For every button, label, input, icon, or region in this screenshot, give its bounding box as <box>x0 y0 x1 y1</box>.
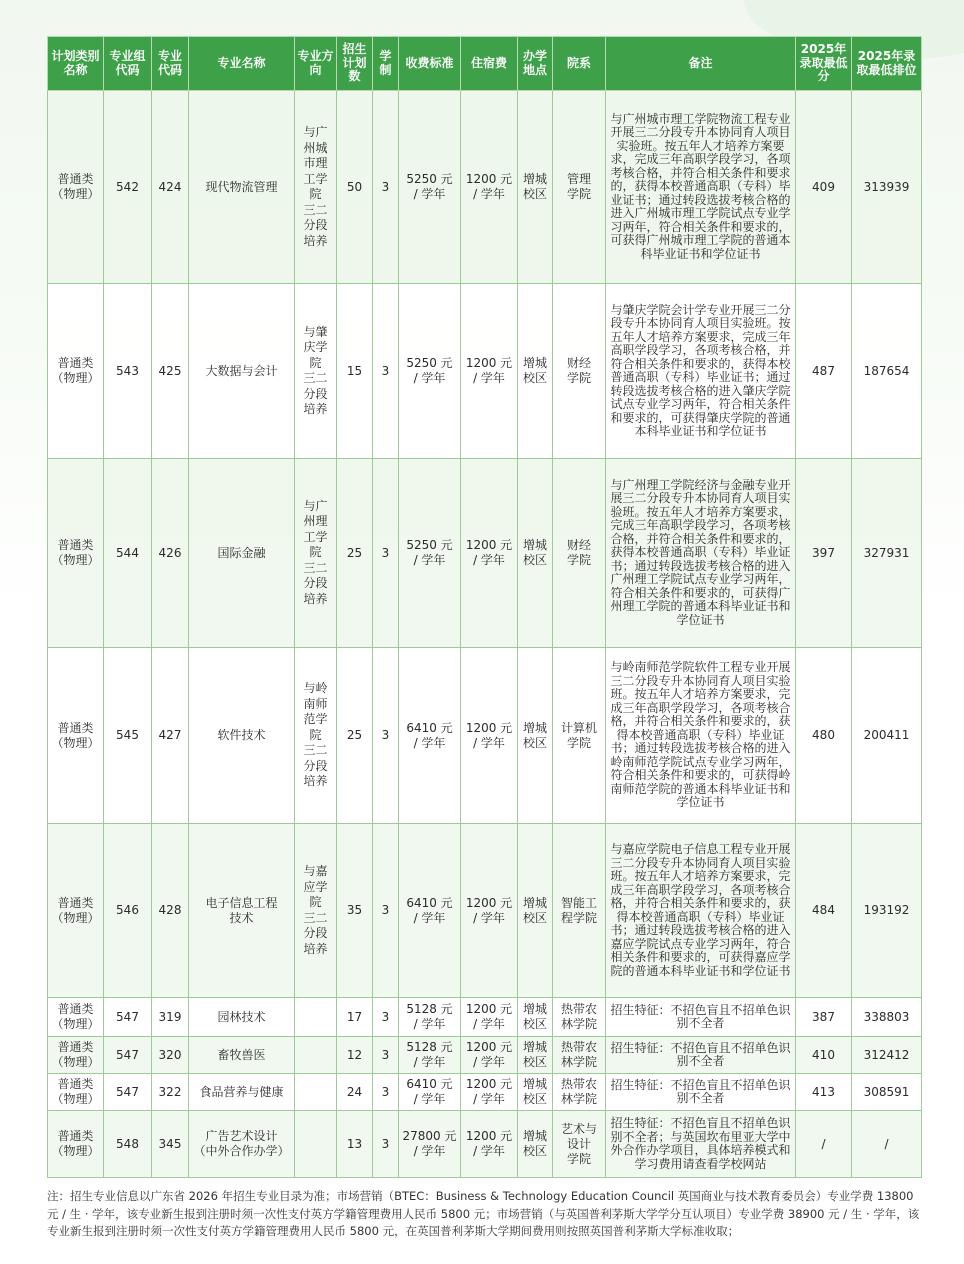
major-name-cell-text: 大数据与会计 <box>205 363 278 378</box>
category-cell <box>48 824 104 998</box>
min-rank-cell-text: / <box>884 1136 889 1151</box>
campus-cell <box>518 824 553 998</box>
direction-cell <box>295 1111 337 1178</box>
table-row <box>48 284 922 459</box>
min-score-cell <box>796 1037 852 1074</box>
direction-cell <box>295 284 337 459</box>
min-rank-cell <box>852 824 922 998</box>
department-cell-text: 财经 学院 <box>566 538 591 567</box>
plan-count-cell <box>337 648 373 824</box>
duration-cell <box>373 1037 399 1074</box>
duration-cell <box>373 91 399 284</box>
duration-cell-text: 3 <box>381 179 390 194</box>
header-min-score: 2025年录取最低分 <box>796 37 852 91</box>
plan-count-cell <box>337 824 373 998</box>
header-department: 院系 <box>553 37 606 91</box>
min-rank-cell-text: 187654 <box>863 363 910 378</box>
tuition-cell-text: 6410 元 / 学年 <box>406 895 453 925</box>
dorm-fee-cell <box>461 91 518 284</box>
min-rank-cell-text: 308591 <box>863 1084 910 1099</box>
major-code-cell-text: 428 <box>158 903 182 917</box>
category-cell <box>48 998 104 1037</box>
min-score-cell-text: 397 <box>812 545 835 560</box>
min-rank-cell-text: 327931 <box>863 545 910 560</box>
major-code-cell-text: 424 <box>158 179 182 194</box>
group-code-cell <box>104 648 152 824</box>
dorm-fee-cell-text: 1200 元 / 学年 <box>465 538 513 567</box>
tuition-cell <box>399 1037 461 1074</box>
major-name-cell <box>189 459 295 648</box>
table-row <box>48 998 922 1037</box>
major-code-cell-text: 425 <box>158 363 182 378</box>
min-rank-cell <box>852 91 922 284</box>
category-cell-text: 普通类 （物理） <box>51 172 100 201</box>
notes-cell <box>606 1074 796 1111</box>
department-cell-text: 智能工 程学院 <box>560 895 597 925</box>
department-cell-text: 财经 学院 <box>566 356 591 385</box>
duration-cell <box>373 284 399 459</box>
group-code-cell-text: 544 <box>116 545 139 560</box>
campus-cell-text: 增城 校区 <box>522 538 547 567</box>
department-cell-text: 热带农 林学院 <box>560 1002 597 1031</box>
duration-cell-text: 3 <box>381 363 390 378</box>
notes-cell <box>606 648 796 824</box>
duration-cell <box>373 648 399 824</box>
group-code-cell <box>104 1074 152 1111</box>
duration-cell <box>373 1111 399 1178</box>
group-code-cell <box>104 91 152 284</box>
major-name-cell <box>189 1074 295 1111</box>
group-code-cell-text: 546 <box>116 903 139 917</box>
category-cell <box>48 1111 104 1178</box>
group-code-cell <box>104 284 152 459</box>
notes-cell <box>606 1037 796 1074</box>
notes-cell-text: 与肇庆学院会计学专业开展三二分段专升本协同育人项目实验班。按五年人才培养方案要求，完成三年高职学段学习，各项考核合格，并符合相关条件和要求的，获得本校普通高职（专科）毕业证书；通过转段选拔考核合格的进入肇庆学院试点专业学习两年，符合相关条件和要求的，可获得肇庆学院的普通本科毕业证书和学位证书 <box>610 302 791 438</box>
header-duration: 学制 <box>373 37 399 91</box>
plan-count-cell-text: 50 <box>346 179 363 194</box>
department-cell-text: 热带农 林学院 <box>560 1077 597 1106</box>
department-cell <box>553 1111 606 1178</box>
campus-cell <box>518 998 553 1037</box>
min-rank-cell-text: 193192 <box>863 903 910 917</box>
tuition-cell-text: 5128 元 / 学年 <box>406 1002 453 1031</box>
major-code-cell <box>152 1111 189 1178</box>
dorm-fee-cell <box>461 284 518 459</box>
tuition-cell <box>399 1111 461 1178</box>
min-score-cell <box>796 91 852 284</box>
category-cell-text: 普通类 （物理） <box>51 1002 100 1031</box>
major-name-cell-text: 软件技术 <box>217 728 266 742</box>
department-cell-text: 管理 学院 <box>566 172 591 201</box>
header-major-name: 专业名称 <box>189 37 295 91</box>
dorm-fee-cell <box>461 459 518 648</box>
campus-cell-text: 增城 校区 <box>522 1002 547 1031</box>
major-code-cell-text: 426 <box>158 545 182 560</box>
tuition-cell <box>399 284 461 459</box>
dorm-fee-cell-text: 1200 元 / 学年 <box>465 1040 513 1069</box>
tuition-cell-text: 6410 元 / 学年 <box>406 720 453 750</box>
notes-cell <box>606 284 796 459</box>
department-cell <box>553 648 606 824</box>
min-score-cell-text: 480 <box>812 728 835 742</box>
category-cell-text: 普通类 （物理） <box>51 1129 100 1158</box>
min-rank-cell <box>852 459 922 648</box>
campus-cell-text: 增城 校区 <box>522 1129 547 1158</box>
table-header-row <box>48 37 922 91</box>
department-cell <box>553 91 606 284</box>
notes-cell <box>606 459 796 648</box>
category-cell <box>48 1037 104 1074</box>
notes-cell-text: 招生特征：不招色盲且不招单色识别不全者 <box>610 1077 791 1105</box>
major-name-cell-text: 电子信息工程 技术 <box>205 895 278 925</box>
header-notes: 备注 <box>606 37 796 91</box>
notes-cell <box>606 1111 796 1178</box>
major-code-cell-text: 427 <box>158 728 182 742</box>
plan-count-cell-text: 35 <box>346 903 363 917</box>
group-code-cell <box>104 1037 152 1074</box>
admissions-table <box>47 36 922 1178</box>
header-major-code: 专业代码 <box>152 37 189 91</box>
category-cell-text: 普通类 （物理） <box>51 1077 100 1106</box>
header-plan-count: 招生计划数 <box>337 37 373 91</box>
min-score-cell-text: 387 <box>812 1009 835 1024</box>
department-cell <box>553 284 606 459</box>
min-rank-cell <box>852 284 922 459</box>
dorm-fee-cell-text: 1200 元 / 学年 <box>465 172 513 201</box>
table-row <box>48 91 922 284</box>
direction-cell <box>295 459 337 648</box>
category-cell-text: 普通类 （物理） <box>51 720 100 750</box>
category-cell <box>48 648 104 824</box>
major-name-cell-text: 食品营养与健康 <box>199 1084 284 1099</box>
table-row <box>48 824 922 998</box>
department-cell-text: 热带农 林学院 <box>560 1040 597 1069</box>
campus-cell-text: 增城 校区 <box>522 895 547 925</box>
tuition-cell <box>399 459 461 648</box>
direction-cell-text: 与广 州理 工学 院 三二 分段 培养 <box>303 498 328 606</box>
department-cell <box>553 824 606 998</box>
notes-cell <box>606 998 796 1037</box>
dorm-fee-cell <box>461 1111 518 1178</box>
campus-cell-text: 增城 校区 <box>522 1040 547 1069</box>
tuition-cell <box>399 1074 461 1111</box>
min-score-cell-text: 410 <box>812 1047 835 1062</box>
notes-cell-text: 招生特征：不招色盲且不招单色识别不全者；与英国坎布里亚大学中外合作办学项目，具体培养模式和学习费用请查看学校网站 <box>610 1116 791 1171</box>
direction-cell <box>295 648 337 824</box>
direction-cell <box>295 91 337 284</box>
table-row <box>48 1111 922 1178</box>
category-cell <box>48 459 104 648</box>
min-score-cell <box>796 284 852 459</box>
group-code-cell-text: 547 <box>116 1047 139 1062</box>
plan-count-cell <box>337 1037 373 1074</box>
group-code-cell-text: 542 <box>116 179 139 194</box>
header-direction: 专业方向 <box>295 37 337 91</box>
tuition-cell-text: 5250 元 / 学年 <box>406 172 453 201</box>
department-cell <box>553 998 606 1037</box>
major-code-cell-text: 322 <box>158 1084 182 1099</box>
notes-cell <box>606 824 796 998</box>
major-name-cell <box>189 1111 295 1178</box>
tuition-cell-text: 5250 元 / 学年 <box>406 538 453 567</box>
footnote: 注：招生专业信息以广东省 2026 年招生专业目录为准；市场营销（BTEC：Business & Technology Education Council 英国商业与技术教育委员会）专业学费 13800 元 / 生 · 学年，该专业新生报到注册时须一次性支付英方学籍管理费用人民币 5800 元；市场营销（与英国普利茅斯大学学分互认项目）专业学费 38900 元 / 生 · 学年，该专业新生报到注册时须一次性支付英方学籍管理费用人民币 5800 元，在英国普利茅斯大学期间费用则按照英国普利茅斯大学标准收取； <box>47 1189 920 1238</box>
min-score-cell <box>796 1111 852 1178</box>
min-rank-cell <box>852 648 922 824</box>
dorm-fee-cell-text: 1200 元 / 学年 <box>465 1077 513 1106</box>
min-score-cell-text: 409 <box>812 179 835 194</box>
department-cell <box>553 1074 606 1111</box>
header-group-code: 专业组代码 <box>104 37 152 91</box>
major-name-cell <box>189 1037 295 1074</box>
header-dorm-fee: 住宿费 <box>461 37 518 91</box>
tuition-cell <box>399 91 461 284</box>
dorm-fee-cell <box>461 824 518 998</box>
major-code-cell <box>152 1074 189 1111</box>
duration-cell-text: 3 <box>381 545 390 560</box>
category-cell <box>48 91 104 284</box>
dorm-fee-cell <box>461 648 518 824</box>
major-code-cell <box>152 824 189 998</box>
min-rank-cell-text: 338803 <box>863 1009 910 1024</box>
duration-cell-text: 3 <box>381 728 390 742</box>
major-name-cell <box>189 284 295 459</box>
dorm-fee-cell <box>461 998 518 1037</box>
campus-cell <box>518 648 553 824</box>
campus-cell-text: 增城 校区 <box>522 356 547 385</box>
min-score-cell-text: 484 <box>812 903 835 917</box>
campus-cell-text: 增城 校区 <box>522 1077 547 1106</box>
min-score-cell <box>796 459 852 648</box>
table-row <box>48 1074 922 1111</box>
direction-cell-text: 与嘉 应学 院 三二 分段 培养 <box>303 864 328 956</box>
dorm-fee-cell-text: 1200 元 / 学年 <box>465 895 513 925</box>
major-code-cell <box>152 284 189 459</box>
duration-cell <box>373 998 399 1037</box>
campus-cell <box>518 1037 553 1074</box>
major-name-cell <box>189 998 295 1037</box>
notes-cell-text: 招生特征：不招色盲且不招单色识别不全者 <box>610 1040 791 1068</box>
campus-cell <box>518 91 553 284</box>
plan-count-cell-text: 25 <box>346 728 363 742</box>
duration-cell-text: 3 <box>381 1009 390 1024</box>
plan-count-cell-text: 15 <box>346 363 363 378</box>
min-rank-cell <box>852 1111 922 1178</box>
min-rank-cell <box>852 1074 922 1111</box>
notes-cell-text: 与广州城市理工学院物流工程专业开展三二分段专升本协同育人项目实验班。按五年人才培养方案要求，完成三年高职学段学习，各项考核合格，并符合相关条件和要求的，获得本校普通高职（专科）毕业证书；通过转段选拔考核合格的进入广州城市理工学院试点专业学习两年，符合相关条件和要求的，可获得广州城市理工学院的普通本科毕业证书和学位证书 <box>610 111 791 261</box>
duration-cell <box>373 824 399 998</box>
category-cell-text: 普通类 （物理） <box>51 538 100 567</box>
group-code-cell-text: 548 <box>116 1136 139 1151</box>
major-name-cell-text: 园林技术 <box>217 1009 266 1024</box>
direction-cell-text: 与岭 南师 范学 院 三二 分段 培养 <box>303 681 328 789</box>
tuition-cell-text: 5250 元 / 学年 <box>406 356 453 385</box>
min-rank-cell <box>852 1037 922 1074</box>
group-code-cell-text: 547 <box>116 1009 139 1024</box>
group-code-cell <box>104 459 152 648</box>
header-min-rank: 2025年录取最低排位 <box>852 37 922 91</box>
campus-cell <box>518 459 553 648</box>
min-score-cell <box>796 648 852 824</box>
min-rank-cell-text: 312412 <box>863 1047 910 1062</box>
min-score-cell-text: / <box>821 1136 826 1151</box>
direction-cell <box>295 1037 337 1074</box>
plan-count-cell <box>337 459 373 648</box>
major-name-cell-text: 广告艺术设计 （中外合作办学） <box>193 1129 290 1158</box>
department-cell <box>553 459 606 648</box>
plan-count-cell-text: 25 <box>346 545 363 560</box>
major-name-cell <box>189 91 295 284</box>
notes-cell-text: 与嘉应学院电子信息工程专业开展三二分段专升本协同育人项目实验班。按五年人才培养方案要求，完成三年高职学段学习，各项考核合格，并符合相关条件和要求的，获得本校普通高职（专科）毕业证书；通过转段选拔考核合格的进入嘉应学院试点专业学习两年，符合相关条件和要求的，可获得嘉应学院的普通本科毕业证书和学位证书 <box>610 842 791 978</box>
dorm-fee-cell <box>461 1074 518 1111</box>
major-code-cell <box>152 459 189 648</box>
plan-count-cell <box>337 91 373 284</box>
plan-count-cell-text: 12 <box>346 1047 363 1062</box>
direction-cell <box>295 824 337 998</box>
min-rank-cell <box>852 998 922 1037</box>
min-score-cell <box>796 1074 852 1111</box>
group-code-cell-text: 545 <box>116 728 139 742</box>
duration-cell <box>373 459 399 648</box>
min-score-cell <box>796 998 852 1037</box>
major-code-cell <box>152 91 189 284</box>
plan-count-cell <box>337 284 373 459</box>
dorm-fee-cell-text: 1200 元 / 学年 <box>465 356 513 385</box>
tuition-cell-text: 27800 元 / 学年 <box>402 1129 457 1158</box>
group-code-cell <box>104 1111 152 1178</box>
min-score-cell <box>796 824 852 998</box>
direction-cell <box>295 1074 337 1111</box>
category-cell <box>48 1074 104 1111</box>
campus-cell <box>518 1111 553 1178</box>
department-cell <box>553 1037 606 1074</box>
notes-cell-text: 与岭南师范学院软件工程专业开展三二分段专升本协同育人项目实验班。按五年人才培养方案要求，完成三年高职学段学习，各项考核合格，并符合相关条件和要求的，获得本校普通高职（专科）毕业证书；通过转段选拔考核合格的进入岭南师范学院试点专业学习两年，符合相关条件和要求的，可获得岭南师范学院的普通本科毕业证书和学位证书 <box>610 660 791 810</box>
category-cell <box>48 284 104 459</box>
group-code-cell-text: 547 <box>116 1084 139 1099</box>
min-rank-cell-text: 200411 <box>863 728 910 742</box>
campus-cell-text: 增城 校区 <box>522 720 547 750</box>
campus-cell-text: 增城 校区 <box>522 172 547 201</box>
major-name-cell <box>189 648 295 824</box>
notes-cell <box>606 91 796 284</box>
tuition-cell-text: 5128 元 / 学年 <box>406 1040 453 1069</box>
dorm-fee-cell-text: 1200 元 / 学年 <box>465 720 513 750</box>
dorm-fee-cell-text: 1200 元 / 学年 <box>465 1129 513 1158</box>
major-code-cell-text: 320 <box>158 1047 182 1062</box>
major-code-cell <box>152 648 189 824</box>
campus-cell <box>518 1074 553 1111</box>
plan-count-cell-text: 24 <box>346 1084 363 1099</box>
tuition-cell-text: 6410 元 / 学年 <box>406 1077 453 1106</box>
category-cell-text: 普通类 （物理） <box>51 356 100 385</box>
department-cell-text: 艺术与 设计 学院 <box>560 1121 597 1166</box>
duration-cell-text: 3 <box>381 1047 390 1062</box>
header-category: 计划类别名称 <box>48 37 104 91</box>
group-code-cell <box>104 824 152 998</box>
header-campus: 办学地点 <box>518 37 553 91</box>
department-cell-text: 计算机 学院 <box>560 720 597 750</box>
direction-cell-text: 与肇 庆学 院 三二 分段 培养 <box>303 324 328 416</box>
table-row <box>48 648 922 824</box>
category-cell-text: 普通类 （物理） <box>51 1040 100 1069</box>
plan-count-cell <box>337 1074 373 1111</box>
plan-count-cell-text: 17 <box>346 1009 363 1024</box>
tuition-cell <box>399 998 461 1037</box>
min-score-cell-text: 413 <box>812 1084 835 1099</box>
campus-cell <box>518 284 553 459</box>
major-code-cell-text: 345 <box>158 1136 182 1151</box>
category-cell-text: 普通类 （物理） <box>51 895 100 925</box>
group-code-cell-text: 543 <box>116 363 139 378</box>
major-name-cell-text: 畜牧兽医 <box>217 1047 266 1062</box>
notes-cell-text: 与广州理工学院经济与金融专业开展三二分段专升本协同育人项目实验班。按五年人才培养方案要求，完成三年高职学段学习，各项考核合格，并符合相关条件和要求的，获得本校普通高职（专科）毕业证书；通过转段选拔考核合格的进入广州理工学院试点专业学习两年，符合相关条件和要求的，可获得广州理工学院的普通本科毕业证书和学位证书 <box>610 477 791 627</box>
dorm-fee-cell-text: 1200 元 / 学年 <box>465 1002 513 1031</box>
major-name-cell-text: 国际金融 <box>217 545 266 560</box>
direction-cell-text: 与广 州城 市理 工学 院 三二 分段 培养 <box>303 125 328 248</box>
dorm-fee-cell <box>461 1037 518 1074</box>
direction-cell <box>295 998 337 1037</box>
plan-count-cell <box>337 998 373 1037</box>
duration-cell <box>373 1074 399 1111</box>
min-score-cell-text: 487 <box>812 363 835 378</box>
duration-cell-text: 3 <box>381 903 390 917</box>
table-row <box>48 1037 922 1074</box>
duration-cell-text: 3 <box>381 1136 390 1151</box>
major-code-cell <box>152 1037 189 1074</box>
major-code-cell-text: 319 <box>158 1009 182 1024</box>
major-name-cell <box>189 824 295 998</box>
plan-count-cell-text: 13 <box>346 1136 363 1151</box>
plan-count-cell <box>337 1111 373 1178</box>
tuition-cell <box>399 648 461 824</box>
major-code-cell <box>152 998 189 1037</box>
table-row <box>48 459 922 648</box>
notes-cell-text: 招生特征：不招色盲且不招单色识别不全者 <box>610 1002 791 1030</box>
tuition-cell <box>399 824 461 998</box>
group-code-cell <box>104 998 152 1037</box>
duration-cell-text: 3 <box>381 1084 390 1099</box>
header-tuition: 收费标准 <box>399 37 461 91</box>
major-name-cell-text: 现代物流管理 <box>205 179 278 194</box>
min-rank-cell-text: 313939 <box>863 179 910 194</box>
